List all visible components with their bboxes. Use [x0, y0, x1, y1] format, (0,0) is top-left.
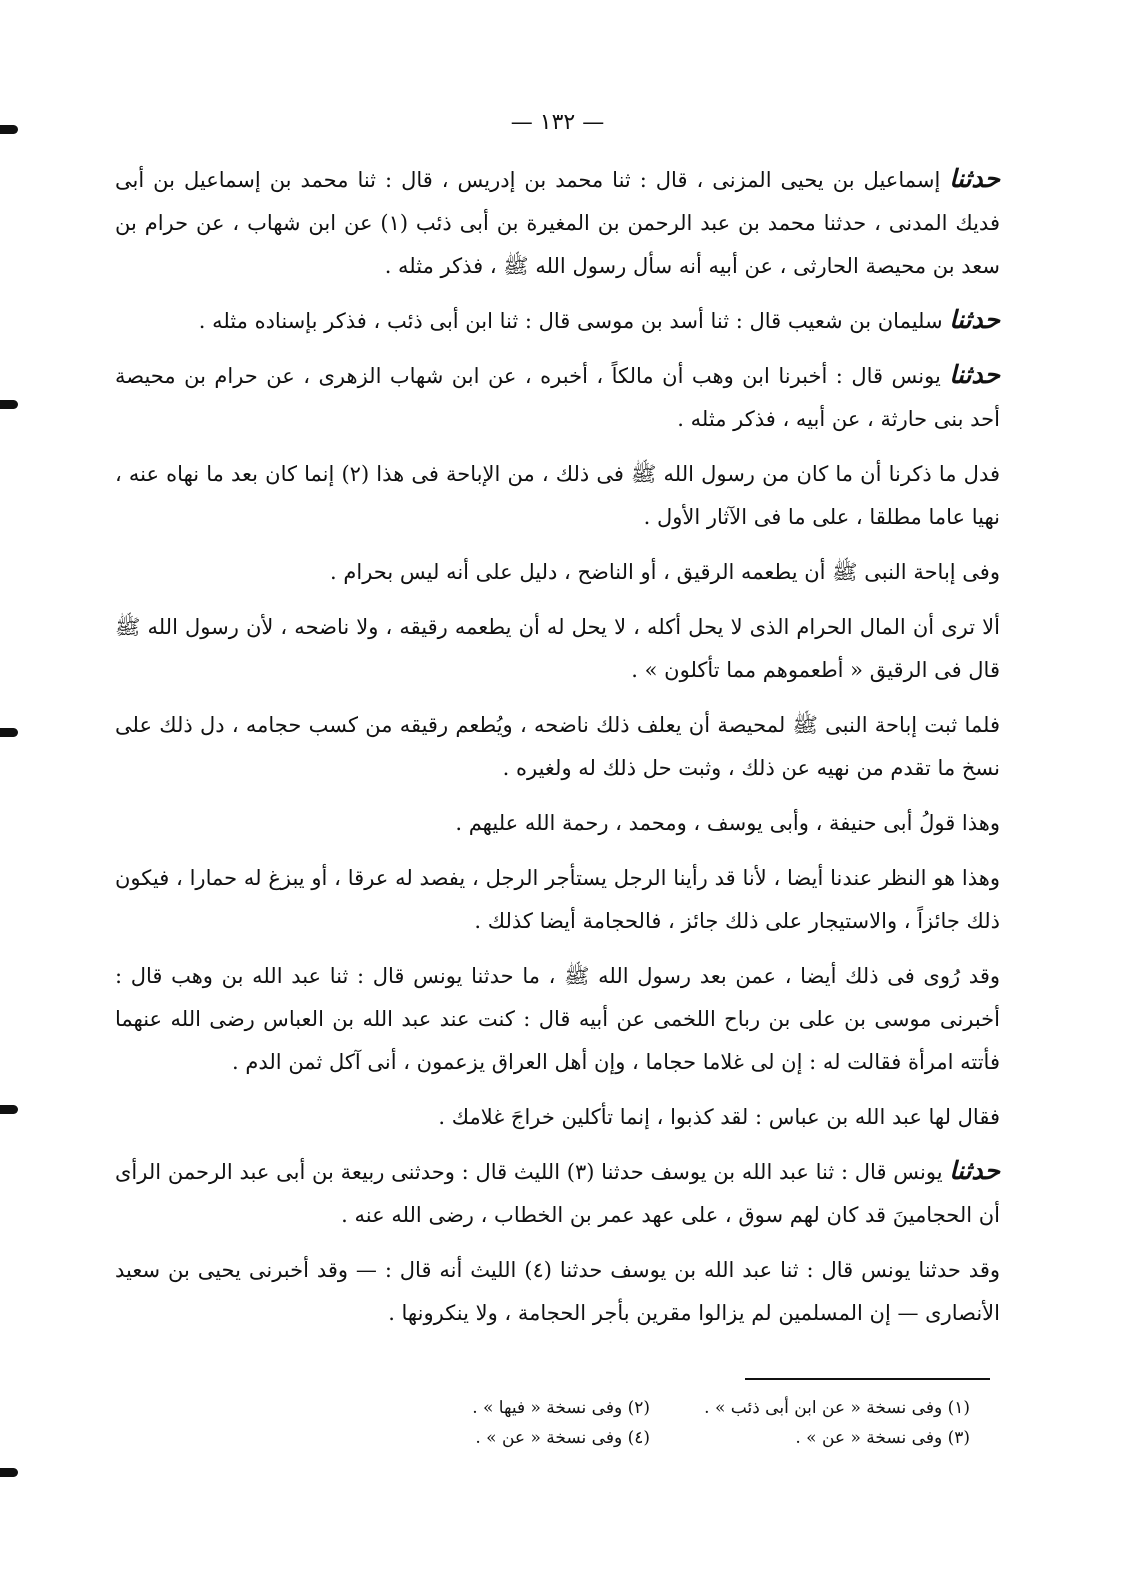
paragraph [115, 604, 1000, 692]
paragraph [115, 1247, 1000, 1335]
paragraph [115, 298, 1000, 343]
paragraph [115, 1094, 1000, 1139]
paragraph-lead: حدثنا [949, 1156, 1000, 1185]
paragraph-text: وقد حدثنا يونس قال : ثنا عبد الله بن يوسف حدثنا (٤) الليث أنه قال : — وقد أخبرنى يحيى بن سعيد الأنصارى — إن المسلمين لم يزالوا مقرين بأجر الحجامة ، ولا ينكرونها . [115, 1258, 1000, 1325]
paragraph-text: وهذا قولُ أبى حنيفة ، وأبى يوسف ، ومحمد ، رحمة الله عليهم . [455, 811, 1000, 835]
paragraph-text: وفى إباحة النبى ﷺ أن يطعمه الرقيق ، أو الناضح ، دليل على أنه ليس بحرام . [330, 560, 1000, 584]
paragraph-text: فقال لها عبد الله بن عباس : لقد كذبوا ، إنما تأكلين خراجَ غلامك . [438, 1105, 1000, 1129]
paragraph-text: يونس قال : أخبرنا ابن وهب أن مالكاً ، أخبره ، عن ابن شهاب الزهرى ، عن حرام بن محيصة أحد بنى حارثة ، عن أبيه ، فذكر مثله . [115, 364, 1000, 431]
paragraph-text: سليمان بن شعيب قال : ثنا أسد بن موسى قال : ثنا ابن أبى ذئب ، فذكر بإسناده مثله . [198, 309, 943, 333]
paragraph-text: وقد رُوى فى ذلك أيضا ، عمن بعد رسول الله ﷺ ، ما حدثنا يونس قال : ثنا عبد الله بن وهب قال : أخبرنى موسى بن على بن رباح اللخمى عن أبيه قال : كنت عند عبد الله بن العباس رضى الله عنهما فأتته امرأة فقالت له : إن لى غلاما حجاما ، وإن أهل العراق يزعمون ، أنى آكل ثمن الدم . [115, 964, 1000, 1074]
paragraph [115, 157, 1000, 288]
paragraph [115, 549, 1000, 594]
footnotes [370, 1398, 970, 1448]
margin-mark [0, 400, 18, 409]
paragraph-text: وهذا هو النظر عندنا أيضا ، لأنا قد رأينا الرجل يستأجر الرجل ، يفصد له عرقا ، أو يبزغ له حمارا ، فيكون ذلك جائزاً ، والاستيجار على ذلك جائز ، فالحجامة أيضا كذلك . [115, 866, 1000, 933]
paragraph [115, 953, 1000, 1084]
footnote: (٣) وفى نسخة « عن » . [795, 1428, 970, 1448]
paragraph [115, 353, 1000, 441]
paragraph [115, 855, 1000, 943]
paragraph-lead: حدثنا [949, 360, 1000, 389]
footnote: (٤) وفى نسخة « عن » . [475, 1428, 650, 1448]
margin-mark [0, 1468, 18, 1477]
paragraph [115, 702, 1000, 790]
footnote: (٢) وفى نسخة « فيها » . [472, 1398, 650, 1418]
paragraph-text: إسماعيل بن يحيى المزنى ، قال : ثنا محمد بن إدريس ، قال : ثنا محمد بن إسماعيل بن أبى فديك المدنى ، حدثنا محمد بن عبد الرحمن بن المغيرة بن أبى ذئب (١) عن ابن شهاب ، عن حرام بن سعد بن محيصة الحارثى ، عن أبيه أنه سأل رسول الله ﷺ ، فذكر مثله . [115, 168, 1000, 278]
paragraph-lead: حدثنا [949, 164, 1000, 193]
paragraph-text: فدل ما ذكرنا أن ما كان من رسول الله ﷺ فى ذلك ، من الإباحة فى هذا (٢) إنما كان بعد ما نهاه عنه ، نهيا عاما مطلقا ، على ما فى الآثار الأول . [115, 462, 1000, 529]
margin-mark [0, 728, 18, 737]
paragraph-lead: حدثنا [949, 305, 1000, 334]
margin-mark [0, 1105, 18, 1114]
paragraph-text: ألا ترى أن المال الحرام الذى لا يحل أكله ، لا يحل له أن يطعمه رقيقه ، ولا ناضحه ، لأن رسول الله ﷺ قال فى الرقيق « أطعموهم مما تأكلون » . [115, 615, 1000, 682]
footnote: (١) وفى نسخة « عن ابن أبى ذئب » . [704, 1398, 970, 1418]
paragraph [115, 1149, 1000, 1237]
footnote-divider [745, 1378, 990, 1380]
paragraph [115, 800, 1000, 845]
paragraph-text: يونس قال : ثنا عبد الله بن يوسف حدثنا (٣) الليث قال : وحدثنى ربيعة بن أبى عبد الرحمن الرأى أن الحجامينَ قد كان لهم سوق ، على عهد عمر بن الخطاب ، رضى الله عنه . [115, 1160, 1000, 1227]
paragraph-text: فلما ثبت إباحة النبى ﷺ لمحيصة أن يعلف ذلك ناضحه ، ويُطعم رقيقه من كسب حجامه ، دل ذلك على نسخ ما تقدم من نهيه عن ذلك ، وثبت حل ذلك له ولغيره . [115, 713, 1000, 780]
paragraph [115, 451, 1000, 539]
page-body [115, 110, 1000, 1345]
page-number: — ١٣٢ — [510, 110, 605, 135]
margin-mark [0, 125, 18, 134]
